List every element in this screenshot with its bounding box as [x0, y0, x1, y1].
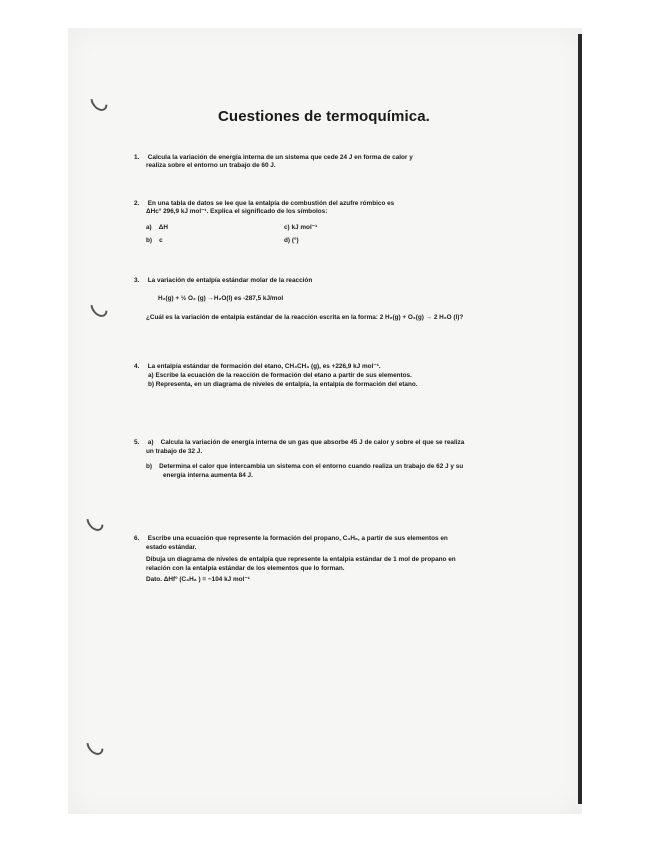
- option-label: b): [146, 237, 153, 244]
- question-number: 5.: [134, 439, 140, 446]
- question-text: En una tabla de datos se lee que la entalpía de combustión del azufre rómbico es: [147, 200, 395, 207]
- question-text: Calcula la variación de energía interna de un sistema que cede 24 J en forma de calor y: [147, 154, 413, 161]
- question-text: estado estándar.: [146, 544, 197, 551]
- subquestion-b: b) Representa, en un diagrama de niveles de entalpía, la entalpía de formación del etano.: [148, 381, 418, 388]
- question-6: [134, 534, 448, 543]
- paper-sheet: [68, 28, 582, 814]
- option-c: [284, 223, 317, 232]
- question-text: La entalpía estándar de formación del etano, CH₃CH₃ (g), es +226,9 kJ mol⁻¹.: [147, 363, 381, 370]
- question-text: ¿Cuál es la variación de entalpía estándar de la reacción escrita en la forma: 2 H₂(g) + O₂(g) → 2 H₂O (l)?: [146, 314, 464, 321]
- option-label: a): [146, 224, 152, 231]
- question-text: La variación de entalpía estándar molar de la reacción: [147, 277, 313, 284]
- question-text: realiza sobre el entorno un trabajo de 60 J.: [146, 162, 276, 169]
- question-3: [134, 276, 312, 285]
- option-b: [146, 236, 163, 245]
- question-4: [134, 362, 381, 371]
- question-text: Calcula la variación de energía interna de un gas que absorbe 45 J de calor y sobre el que se realiza: [160, 439, 465, 446]
- question-text: un trabajo de 32 J.: [146, 448, 203, 455]
- question-number: 4.: [134, 363, 140, 370]
- question-text: Dibuja un diagrama de niveles de entalpía que represente la entalpía estándar de 1 mol de propano en: [146, 556, 456, 563]
- option-a: [146, 223, 168, 232]
- option-text: ΔH: [158, 224, 169, 231]
- question-text: energía interna aumenta 84 J.: [163, 472, 253, 479]
- option-label: c): [284, 224, 290, 231]
- subquestion-a: a) Escribe la ecuación de la reacción de formación del etano a partir de sus elementos.: [148, 372, 412, 379]
- question-text: relación con la entalpía estándar de los elementos que lo forman.: [146, 565, 345, 572]
- question-text: ΔHc° 296,9 kJ mol⁻¹. Explica el significado de los símbolos:: [146, 208, 328, 215]
- option-text: (°): [291, 237, 299, 244]
- question-number: 6.: [134, 535, 140, 542]
- question-number: 1.: [134, 154, 140, 161]
- option-text: kJ mol⁻¹: [291, 224, 318, 231]
- question-number: 3.: [134, 277, 140, 284]
- option-label: d): [284, 237, 291, 244]
- option-d: [284, 236, 299, 245]
- reaction-equation: H₂(g) + ½ O₂ (g) →H₂O(l) es -287,5 kJ/mol: [158, 295, 284, 302]
- question-text: Determina el calor que intercambia un sistema con el entorno cuando realiza un trabajo de 62 J y su: [159, 463, 464, 470]
- page-title: Cuestiones de termoquímica.: [218, 108, 430, 125]
- question-number: 2.: [134, 200, 140, 207]
- question-5-part-b: [146, 462, 463, 471]
- sheet-edge-shadow: [578, 34, 582, 804]
- part-label: a): [147, 439, 154, 446]
- part-label: b): [146, 463, 153, 470]
- question-text: Escribe una ecuación que represente la formación del propano, C₃H₈, a partir de sus elementos en: [147, 535, 448, 542]
- data-line: Dato. ΔHf° (C₃H₈ ) = −104 kJ mol⁻¹: [146, 576, 250, 583]
- option-text: c: [159, 237, 163, 244]
- question-5: [134, 438, 464, 447]
